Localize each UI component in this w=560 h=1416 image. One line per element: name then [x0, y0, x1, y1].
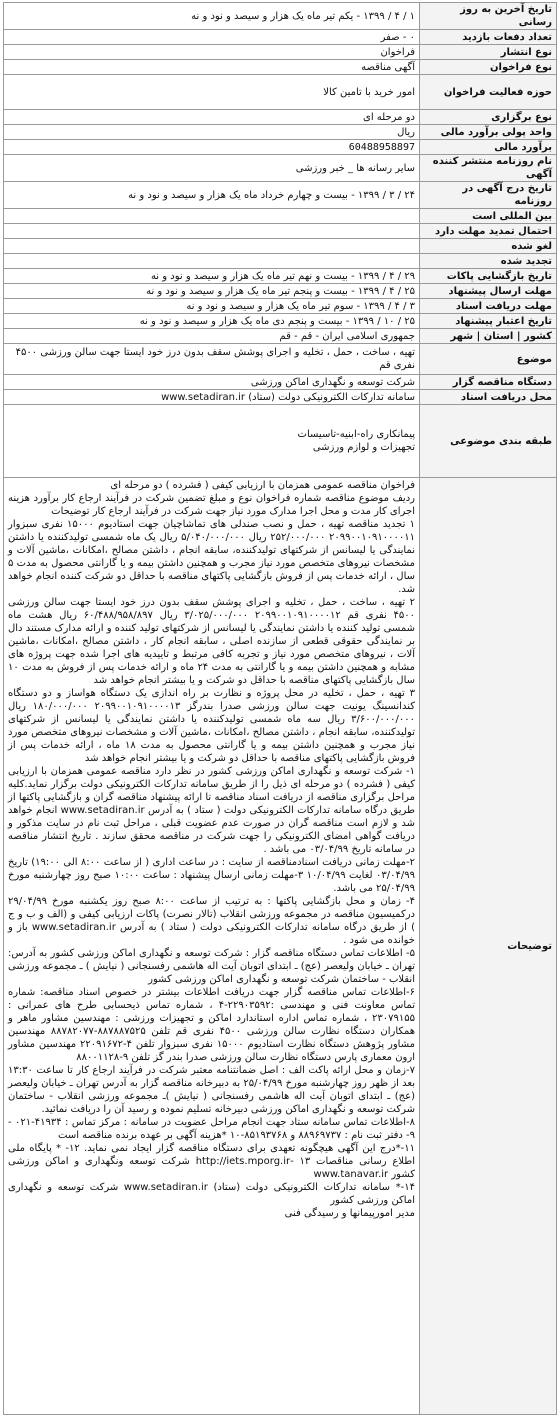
notes-paragraph: ۲ تهیه ، ساخت ، حمل ، تخلیه و اجرای پوشش سقف بدون درز خود ایستا جهت سالن ورزشی ۴۵۰۰ نفری قم ۲۰۹۹۰۰۱۰۹۱۰۰۰۰۱۲ ۳/۰۲۵/۰۰۰/۰۰۰ ریال ۶۰/۴۸۸/۹۵۸/۸۹۷ ریال هشت ماه شمسی تولید کننده یا داشتن نمایندگی یا لیسانس از شرکتهای تولید کننده و ارائه مدارک مستند دال بر نمایندگی حقوقی قطعی از سازنده اصلی ، سابقه انجام کار ، داشتن مصالح ،امکانات ،ماشین آلات ، نیروهای متخصص مورد نیاز و تجربه کافی مرتبط و تاییدیه های اجرا شده جهت پروژه های مشابه و همچنین داشتن بیمه و یا گارانتی به مدت ۲۴ ماه و ارائه خدمات پس از فروش به مدت ۱۰ سال بازگشایی پاکتهای مناقصه با حداقل دو شرکت و یا بیشتر انجام خواهد شد — [8, 597, 415, 686]
row-label: برآورد مالی — [420, 140, 557, 155]
notes-paragraph: ۱۴-* سامانه تدارکات الکترونیکی دولت (ستاد) www.setadiran.ir شرکت توسعه و نگهداری اماکن ورزشی کشور — [8, 1182, 415, 1206]
info-row — [4, 344, 557, 375]
info-row — [4, 125, 557, 140]
row-value — [4, 239, 420, 254]
notes-paragraph: ۴- زمان و محل بازگشایی پاکتها : به ترتیب از ساعت ۸:۰۰ صبح روز یکشنبه مورخ ۲۹/۰۴/۹۹ درکمیسیون مناقصه در مجموعه ورزشی انقلاب (تالار نصرت) پاکات ارزیابی کیفی و (الف و ب و ج ) از طریق درگاه سامانه تدارکات الکترونیکی دولت ( ستاد ) به آدرس www.setadiran.ir باز و خوانده می شود . — [8, 896, 415, 946]
info-row — [4, 269, 557, 284]
info-row — [4, 110, 557, 125]
row-label: تاریخ آخرین به روز رسانی — [420, 3, 557, 30]
row-value: ۲۵ / ۴ / ۱۳۹۹ - بیست و پنجم تیر ماه یک هزار و سیصد و نود و نه — [4, 284, 420, 299]
notes-paragraph: ۱- شرکت توسعه و نگهداری اماکن ورزشی کشور در نظر دارد مناقصه عمومی همزمان با ارزیابی کیفی ( فشرده ) دو مرحله ای ذیل را از طریق سامانه تدارکات الکترونیکی دولت برگزار نماید.کلیه مراحل برگزاری مناقصه از دریافت اسناد مناقصه تا ارائه پیشنهاد مناقصه گران و بازگشایی پاکتها از طریق درگاه سامانه تدارکات الکترونیکی دولت ( ستاد ) به آدرس www.setadiran.ir انجام خواهد شد و لازم است مناقصه گران در صورت عدم عضویت قبلی ، مراحل ثبت نام در سایت مذکور و دریافت گواهی امضای الکترونیکی را جهت شرکت در مناقصه محقق سازند . تاریخ انتشار مناقصه در سامانه تاریخ ۰۳/۰۴/۹۹ می باشد . — [8, 766, 416, 855]
row-label: تعداد دفعات بازدید — [420, 30, 557, 45]
notes-paragraph: مدیر امورپیمانها و رسیدگی فنی — [284, 1208, 415, 1219]
row-label: تجدید شده — [420, 254, 557, 269]
row-label: بین المللی است — [420, 209, 557, 224]
info-row — [4, 390, 557, 405]
row-label: لغو شده — [420, 239, 557, 254]
row-value: آگهی مناقصه — [4, 60, 420, 75]
info-row — [4, 45, 557, 60]
row-label: تاریخ بازگشایی پاکات — [420, 269, 557, 284]
row-value: 60488958897 — [4, 140, 420, 155]
info-row — [4, 329, 557, 344]
info-row — [4, 224, 557, 239]
category-label: طبقه بندی موضوعی — [420, 405, 557, 478]
row-label: نوع انتشار — [420, 45, 557, 60]
notes-paragraph: ۳ تهیه ، حمل ، تخلیه در محل پروژه و نظارت بر راه اندازی یک دستگاه هواساز و دو دستگاه کندانسینگ یونیت جهت سالن ورزشی صدرا بندرگز ۲۰۹۹۰۰۱۰۹۱۰۰۰۰۱۳ ۱۸۰/۰۰۰/۰۰۰ ریال ۳/۶۰۰/۰۰۰/۰۰۰ ریال سه ماه شمسی تولیدکننده یا داشتن نمایندگی یا لیسانس از شرکتهای تولیدکننده، سابقه انجام ، داشتن مصالح ،امکانات ،ماشین آلات و مشخصات نیروهای متخصص مورد نیاز مجرب و همچنین داشتن بیمه و یا گارانتی محصول به مدت ۱۸ ماه ، ارائه خدمات پس از فروش بازگشایی پاکتهای مناقصه با حداقل دو شرکت و یا بیشتر انجام خواهد شد — [8, 688, 415, 764]
category-row — [4, 405, 557, 478]
row-label: نوع فراخوان — [420, 60, 557, 75]
info-row — [4, 314, 557, 329]
row-label: مهلت دریافت اسناد — [420, 299, 557, 314]
row-label: نام روزنامه منتشر کننده آگهی — [420, 155, 557, 182]
info-row — [4, 60, 557, 75]
row-label: تاریخ اعتبار پیشنهاد — [420, 314, 557, 329]
tender-info-table — [3, 2, 557, 1415]
row-value — [4, 254, 420, 269]
notes-body — [4, 478, 420, 1415]
notes-paragraph: ۲-مهلت زمانی دریافت اسنادمناقصه از سایت : در ساعت اداری ( از ساعت ۸:۰۰ الی ۱۹:۰۰) تاریخ ۰۳/۰۴/۹۹ لغایت ۱۰/۰۴/۹۹ ۳-مهلت زمانی ارسال پیشنهاد : ساعت ۱۰:۰۰ صبح روز چهارشنبه مورخ ۲۵/۰۴/۹۹ می باشد. — [8, 857, 416, 894]
info-row — [4, 299, 557, 314]
row-label: نوع برگزاری — [420, 110, 557, 125]
info-row — [4, 182, 557, 209]
category-values — [4, 405, 420, 478]
notes-paragraph: ۸-اطلاعات تماس سامانه ستاد جهت انجام مراحل عضویت در سامانه : مرکز تماس : ۴۱۹۳۴-۰۲۱ - ۹- دفتر ثبت نام : ۸۸۹۶۹۷۳۷ و ۸۵۱۹۳۷۶۸-۱۰ *هزینه آگهی بر عهده برنده مناقصه است — [8, 1117, 415, 1141]
row-value: ریال — [4, 125, 420, 140]
tender-details — [3, 2, 557, 1415]
info-row — [4, 284, 557, 299]
info-row — [4, 140, 557, 155]
row-value — [4, 224, 420, 239]
row-label: محل دریافت اسناد — [420, 390, 557, 405]
row-label: موضوع — [420, 344, 557, 375]
notes-paragraph: ۱۱-*درج این آگهی هیچگونه تعهدی برای دستگاه مناقصه گزار ایجاد نمی نماید. ۱۲- * پایگاه ملی اطلاع رسانی مناقصات ۱۳ -http://iets.mporg.ir شرکت توسعه ونگهداری و اماکن ورزشی کشور www.tanavar.ir — [8, 1143, 415, 1180]
row-label: تاریخ درج آگهی در روزنامه — [420, 182, 557, 209]
row-value — [4, 209, 420, 224]
row-value: ۲۵ / ۱۰ / ۱۳۹۹ - بیست و پنجم دی ماه یک هزار و سیصد و نود و نه — [4, 314, 420, 329]
row-label: حوزه فعالیت فراخوان — [420, 75, 557, 110]
category-line-2: تجهیزات و لوازم ورزشی — [312, 442, 415, 453]
notes-label: توضیحات — [420, 478, 557, 1415]
info-row — [4, 239, 557, 254]
row-value: جمهوری اسلامی ایران - قم - قم — [4, 329, 420, 344]
info-row — [4, 3, 557, 30]
row-label: کشور | استان | شهر — [420, 329, 557, 344]
notes-paragraph: ۱ تجدید مناقصه تهیه ، حمل و نصب صندلی های تماشاچیان جهت استادیوم ۱۵۰۰۰ نفری سبزوار ۲۰۹۹۰۰۱۰۹۱۰۰۰۰۱۱ ۲۵۲/۰۰۰/۰۰۰ ریال ۵/۰۴۰/۰۰۰/۰۰۰ ریال یک ماه شمسی تولیدکننده یا داشتن نمایندگی یا لیسانس از شرکتهای تولیدکننده، سابقه انجام ، داشتن مصالح ،امکانات ،ماشین آلات و مشخصات نیروهای متخصص مورد نیاز مجرب و همچنین داشتن بیمه و یا گارانتی محصول به مدت ۵ سال ، ارائه خدمات پس از فروش بازگشایی پاکتهای مناقصه با حداقل دو شرکت کننده انجام خواهد شد. — [8, 519, 415, 595]
row-value: ۱ / ۴ / ۱۳۹۹ - یکم تیر ماه یک هزار و سیصد و نود و نه — [4, 3, 420, 30]
row-label: دستگاه مناقصه گزار — [420, 375, 557, 390]
notes-paragraph: ۶-اطلاعات تماس مناقصه گزار جهت دریافت اطلاعات بیشتر در خصوص اسناد مناقصه: شماره تماس معاونت فنی و مهندسی :۲۲۹۰۳۵۹۲-۴ ، شماره تماس ذیحسابی طرح های عمرانی : ۲۳۰۷۹۱۵۵ ، شماره تماس اداره استاندارد اماکن و تجهیزات ورزشی : مهندسین مشاور ماهر و همکاران دستگاه نظارت سالن ورزشی ۴۵۰۰ نفری قم تلفن ۸۸۷۸۸۷۵۲۵-۸۸۷۸۲۰۷۷ مهندسین مشاور پژوهش دستگاه نظارت استادیوم ۱۵۰۰۰ نفری سبزوار تلفن ۴-۲۲۰۹۱۶۷۲ مهندسین مشاور ارون معماری پارس دستگاه نظارت سالن ورزشی صدرا بندر گز تلفن ۹-۸۸۰۰۱۱۲۸ — [8, 987, 416, 1063]
info-row — [4, 375, 557, 390]
notes-paragraph: ردیف موضوع مناقصه شماره فراخوان نوع و مبلغ تضمین شرکت در فرآیند ارجاع کار برآورد هزینه اجرای کار مدت و محل اجرا مدارک مورد نیاز جهت شرکت در فرآیند ارجاع کار توضیحات — [8, 493, 415, 517]
row-value: دو مرحله ای — [4, 110, 420, 125]
row-value: امور خرید با تامین کالا — [4, 75, 420, 110]
info-row — [4, 155, 557, 182]
info-row — [4, 209, 557, 224]
info-row — [4, 30, 557, 45]
notes-paragraph: فراخوان مناقصه عمومی همزمان با ارزیابی کیفی ( فشرده ) دو مرحله ای — [110, 480, 415, 491]
info-row — [4, 75, 557, 110]
row-value: سایر رسانه ها _ خبر ورزشی — [4, 155, 420, 182]
row-value: تهیه ، ساخت ، حمل ، تخلیه و اجرای پوشش سقف بدون درز خود ایستا جهت سالن ورزشی ۴۵۰۰ نفری قم — [4, 344, 420, 375]
row-value: ۰ - صفر — [4, 30, 420, 45]
row-value: فراخوان — [4, 45, 420, 60]
row-value: سامانه تدارکات الکترونیکی دولت (ستاد) www.setadiran.ir — [4, 390, 420, 405]
row-value: شرکت توسعه و نگهداری اماکن ورزشی — [4, 375, 420, 390]
row-value: ۲۴ / ۳ / ۱۳۹۹ - بیست و چهارم خرداد ماه یک هزار و سیصد و نود و نه — [4, 182, 420, 209]
notes-row — [4, 478, 557, 1415]
row-value: ۲۹ / ۴ / ۱۳۹۹ - بیست و نهم تیر ماه یک هزار و سیصد و نود و نه — [4, 269, 420, 284]
row-label: احتمال تمدید مهلت دارد — [420, 224, 557, 239]
info-row — [4, 254, 557, 269]
notes-paragraph: ۵- اطلاعات تماس دستگاه مناقصه گزار : شرکت توسعه و نگهداری اماکن ورزشی کشور به آدرس: تهران ـ خیابان ولیعصر (عج) ـ ابتدای اتوبان آیت اله هاشمی رفسنجانی ( نیایش ) ـ مجموعه ورزشی انقلاب - ساختمان شرکت توسعه و نگهداری اماکن ورزشی کشور — [8, 948, 415, 985]
category-line-1: پیمانکاری راه-ابنیه-تاسیسات — [297, 429, 415, 440]
row-label: مهلت ارسال پیشنهاد — [420, 284, 557, 299]
notes-paragraph: ۷-زمان و محل ارائه پاکت الف : اصل ضمانتنامه معتبر شرکت در فرآیند ارجاع کار تا ساعت ۱۳:۳۰ بعد از ظهر روز چهارشنبه مورخ ۲۵/۰۴/۹۹ به دبیرخانه مناقصه گزار به آدرس تهران ـ خیابان ولیعصر (عج) ـ ابتدای اتوبان آیت اله هاشمی رفسنجانی ( نیایش )ـ مجموعه ورزشی انقلاب - ساختمان شرکت توسعه و نگهداری اماکن ورزشی دبیرخانه تسلیم نموده و رسید آن را دریافت نمائید. — [8, 1065, 416, 1115]
row-label: واحد پولی برآورد مالی — [420, 125, 557, 140]
row-value: ۳ / ۴ / ۱۳۹۹ - سوم تیر ماه یک هزار و سیصد و نود و نه — [4, 299, 420, 314]
